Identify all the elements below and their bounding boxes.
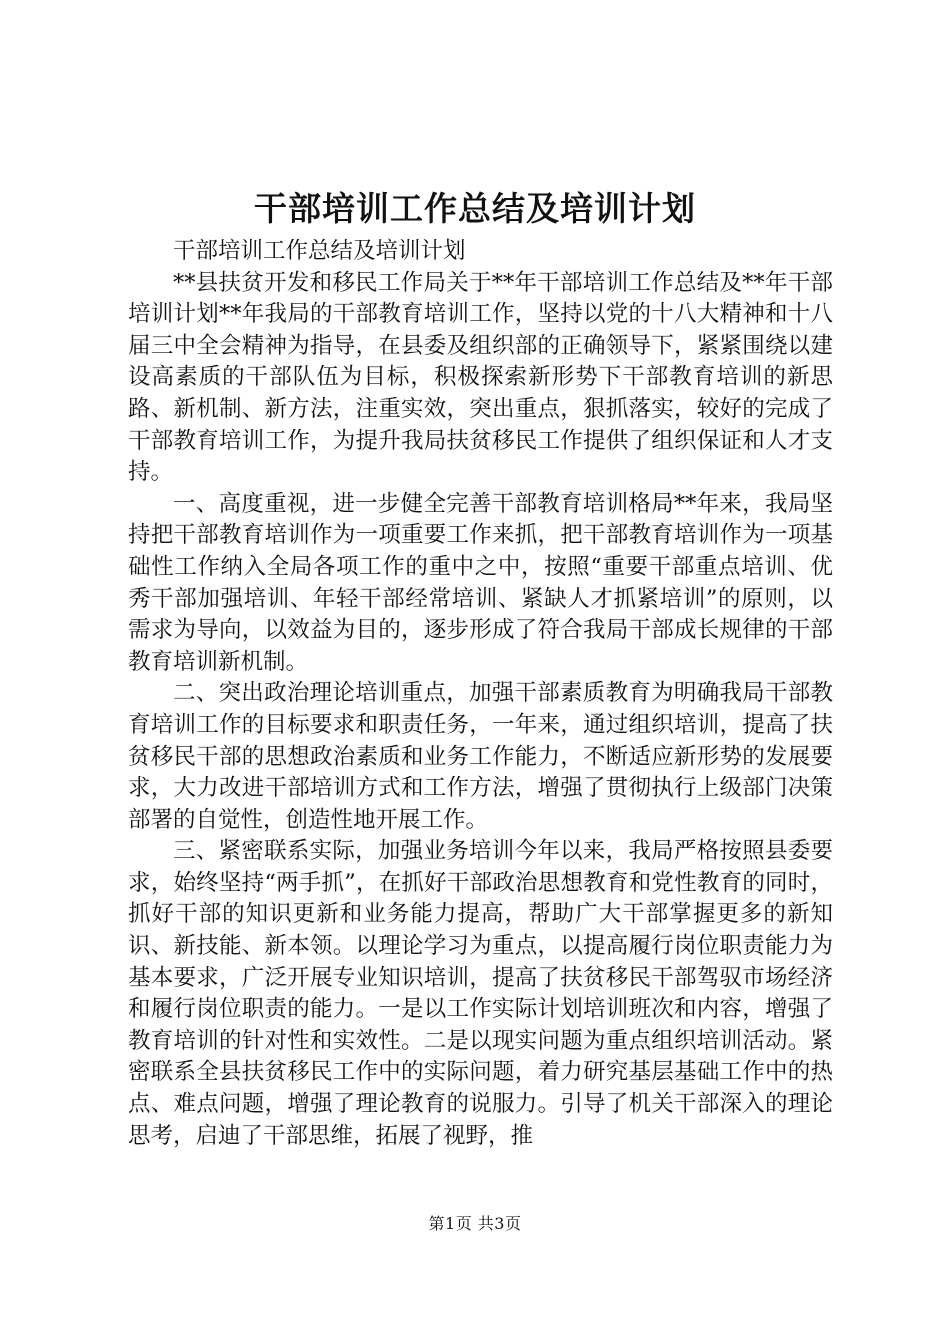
document-title: 干部培训工作总结及培训计划 — [254, 189, 696, 228]
section-three-paragraph: 三、紧密联系实际，加强业务培训今年以来，我局严格按照县委要求，始终坚持“两手抓”，在抓好干部政治思想教育和党性教育的同时，抓好干部的知识更新和业务能力提高，帮助广大干部掌握更多的新知识、新技能、新本领。以理论学习为重点，以提高履行岗位职责能力为基本要求，广泛开展专业知识培训，提高了扶贫移民干部驾驭市场经济和履行岗位职责的能力。一是以工作实际计划培训班次和内容，增强了教育培训的针对性和实效性。二是以现实问题为重点组织培训活动。紧密联系全县扶贫移民工作中的实际问题，着力研究基层基础工作中的热点、难点问题，增强了理论教育的说服力。引导了机关干部深入的理论思考，启迪了干部思维，拓展了视野，推 — [128, 838, 833, 1149]
section-two-paragraph: 二、突出政治理论培训重点，加强干部素质教育为明确我局干部教育培训工作的目标要求和职责任务，一年来，通过组织培训，提高了扶贫移民干部的思想政治素质和业务工作能力，不断适应新形势的发展要求，大力改进干部培训方式和工作方法，增强了贯彻执行上级部门决策部署的自觉性，创造性地开展工作。 — [128, 680, 833, 833]
section-one-paragraph: 一、高度重视，进一步健全完善干部教育培训格局**年来，我局坚持把干部教育培训作为一项重要工作来抓，把干部教育培训作为一项基础性工作纳入全局各项工作的重中之中，按照“重要干部重点培训、优秀干部加强培训、年轻干部经常培训、紧缺人才抓紧培训”的原则，以需求为导向，以效益为目的，逐步形成了符合我局干部成长规律的干部教育培训新机制。 — [128, 490, 833, 675]
page-number-footer: 第1页 共3页 — [428, 1214, 522, 1233]
subtitle-paragraph: 干部培训工作总结及培训计划 — [173, 238, 466, 264]
intro-paragraph: **县扶贫开发和移民工作局关于**年干部培训工作总结及**年干部培训计划**年我局的干部教育培训工作，坚持以党的十八大精神和十八届三中全会精神为指导，在县委及组织部的正确领导下，紧紧围绕以建设高素质的干部队伍为目标，积极探索新形势下干部教育培训的新思路、新机制、新方法，注重实效，突出重点，狠抓落实，较好的完成了干部教育培训工作，为提升我局扶贫移民工作提供了组织保证和人才支持。 — [128, 269, 833, 486]
document-body — [128, 236, 833, 1152]
